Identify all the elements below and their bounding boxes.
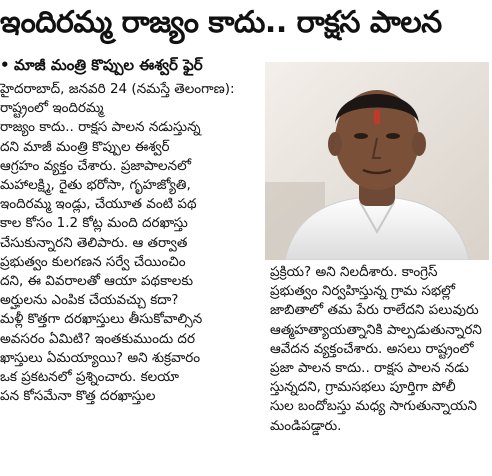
body-text-line: రాజ్యం కాదు.. రాక్షస పాలన నడుస్తున్న: [0, 119, 201, 136]
bullet-icon: •: [0, 56, 10, 74]
article-photo: [265, 62, 489, 260]
body-text-line: ఒక ప్రకటనలో ప్రశ్నించారు. కలయా: [0, 369, 179, 386]
kicker: [0, 54, 262, 76]
body-text-line: రాష్ట్రంలో ఇందిరమ్మ: [0, 100, 104, 117]
body-text-line: ప్రక్రియ? అని నిలదీశారు. కాంగ్రెస్: [270, 264, 438, 280]
body-text-line: ప్రజా పాలన కాదు.. రాక్షస పాలన నడు: [270, 360, 469, 377]
body-text-line: మళ్లీ కొత్తగా దరఖాస్తులు తీసుకోవాల్సిన: [0, 311, 203, 328]
portrait-photo: [265, 62, 489, 260]
body-text-line: స్తున్నదని, గ్రామసభలు పూర్తిగా పోలీ: [270, 379, 456, 396]
body-text-line: ఇందిరమ్మ ఇండ్లు, చేయూత వంటి పథ: [0, 196, 197, 213]
body-text-line: ఖాస్తులు ఏమయ్యాయి? అని శుక్రవారం: [0, 349, 201, 366]
body-text-line: ప్రభుత్వం నిర్వహిస్తున్న గ్రామ సభల్లో: [270, 283, 456, 300]
dateline: హైదరాబాద్, జనవరి 24 (నమస్తే తెలంగాణ):: [0, 81, 235, 97]
body-text-line: ఆగ్రహం వ్యక్తం చేశారు. ప్రజాపాలనలో: [0, 157, 191, 174]
headline: ఇందిరమ్మ రాజ్యం కాదు.. రాక్షస పాలన: [0, 5, 442, 40]
body-text-line: మండిపడ్డారు.: [270, 417, 342, 434]
article-column-right: [270, 263, 490, 473]
body-text-line: ఆత్మహత్యాయత్నానికి పాల్పడుతున్నారని: [270, 321, 482, 338]
body-text-line: జాబితాలో తమ పేరు రాలేదని పలువురు: [270, 302, 479, 319]
body-text-line: ప్రభుత్వం కులగణన సర్వే చేయించిం: [0, 253, 186, 270]
body-text-line: అర్హులను ఎంపిక చేయవచ్చు కదా?: [0, 292, 179, 309]
body-text-line: అవసరం ఏమిటి? ఇంతకుముందు దర: [0, 330, 195, 347]
body-text-line: సుల బందోబస్తు మధ్య సాగుతున్నాయని: [270, 398, 477, 415]
body-text-line: దని, ఈ వివరాలతో ఆయా పథకాలకు: [0, 273, 194, 290]
body-text-line: ఆవేదన వ్యక్తంచేశారు. అసలు రాష్ట్రంలో: [270, 340, 474, 357]
body-text-line: కాల కోసం 1.2 కోట్ల మంది దరఖాస్తు: [0, 215, 188, 232]
body-text-line: చేసుకున్నారని తెలిపారు. ఆ తర్వాత: [0, 234, 188, 251]
article-column-left: [0, 80, 262, 472]
body-text-line: పన కోసమేనా కొత్త దరఖాస్తుల: [0, 388, 156, 405]
kicker-text: మాజీ మంత్రి కొప్పుల ఈశ్వర్ ఫైర్: [14, 56, 203, 74]
body-text-line: దని మాజీ మంత్రి కొప్పుల ఈశ్వర్: [0, 138, 170, 155]
body-text-line: మహాలక్ష్మి, రైతు భరోసా, గృహజ్యోతి,: [0, 177, 191, 194]
